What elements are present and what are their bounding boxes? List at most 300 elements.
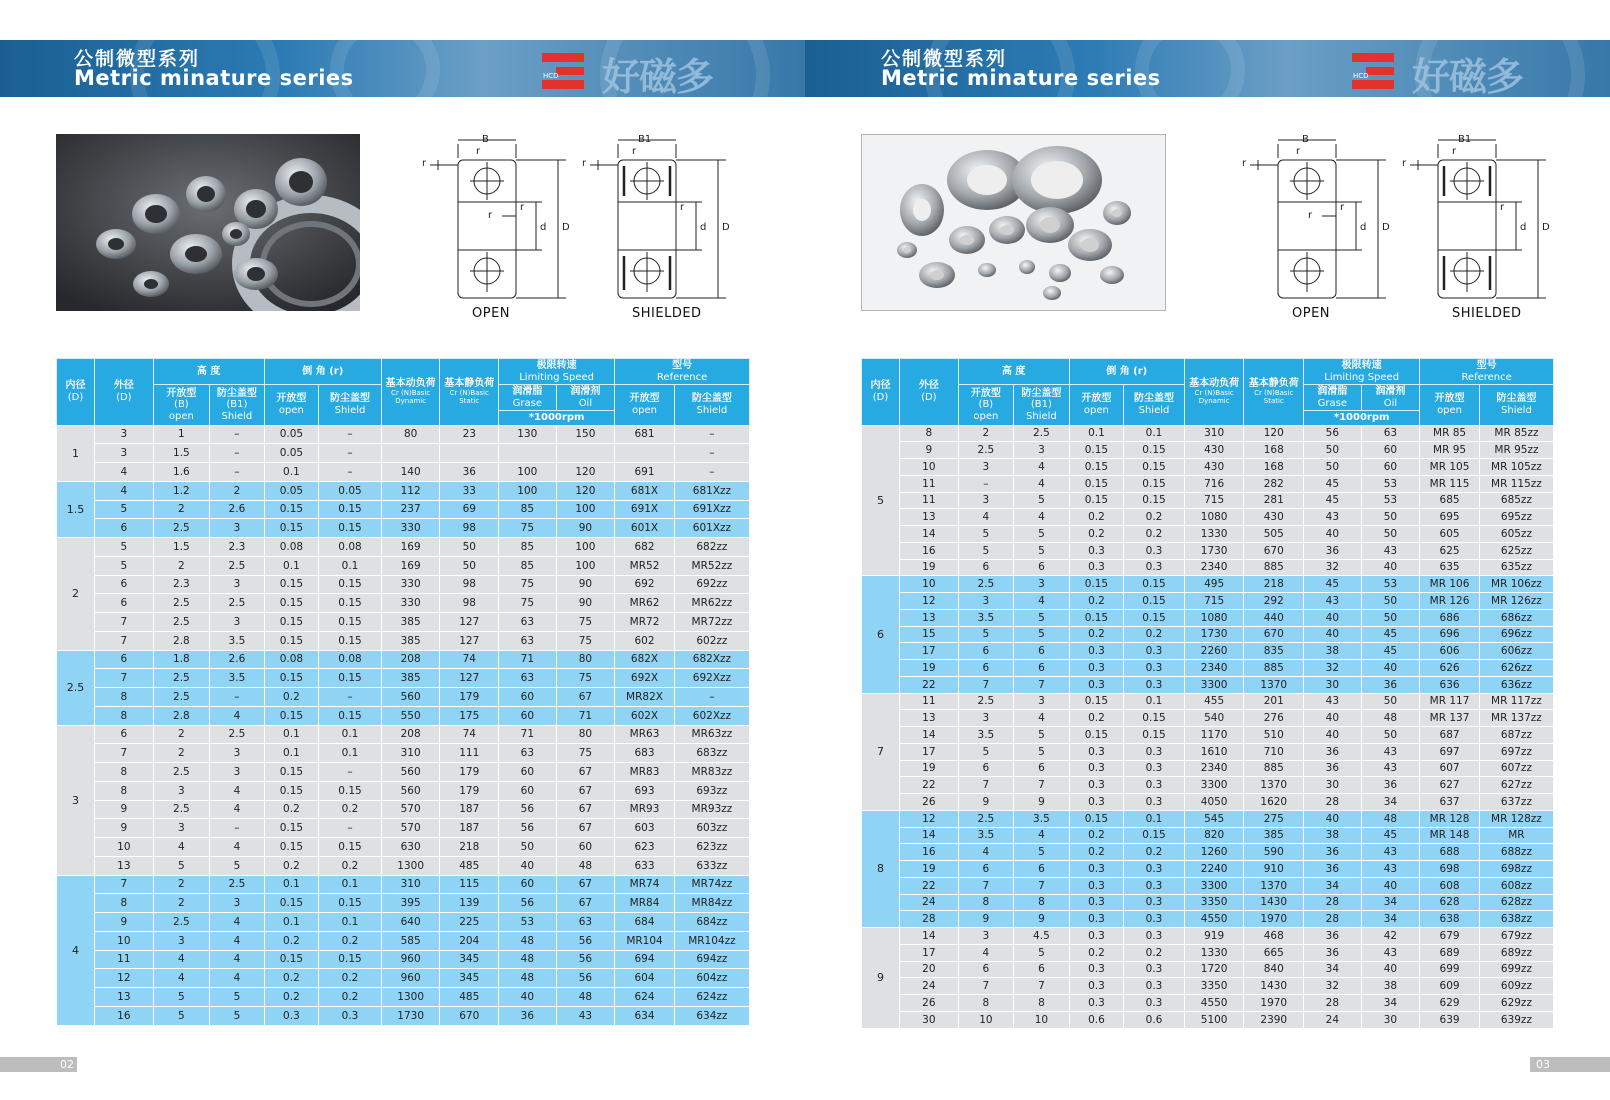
table-cell: 0.3 [1124, 743, 1185, 760]
table-cell: 9 [958, 911, 1014, 928]
table-cell: 2.5 [1014, 425, 1070, 442]
table-cell: 5 [958, 542, 1014, 559]
table-row [862, 827, 1554, 844]
logo-small-text: HCD [1353, 72, 1369, 80]
table-cell: 5 [1014, 844, 1070, 861]
table-cell: 67 [556, 763, 615, 782]
table-cell: 43 [1361, 542, 1420, 559]
table-row [57, 819, 750, 838]
table-cell: 5 [958, 743, 1014, 760]
table-cell: 0.15 [1124, 727, 1185, 744]
table-cell: 4 [210, 913, 265, 932]
table-cell: 63 [499, 669, 557, 688]
table-cell: 5 [958, 526, 1014, 543]
table-cell: 0.3 [1069, 676, 1123, 693]
svg-text:r: r [1340, 202, 1345, 213]
table-cell: MR 95 [1420, 442, 1480, 459]
table-cell: 2.3 [210, 538, 265, 557]
inner-diameter-group: 7 [862, 693, 900, 810]
table-cell: 45 [1304, 576, 1362, 593]
table-cell: MR72 [615, 613, 675, 632]
table-cell [615, 444, 675, 463]
table-cell: 100 [499, 481, 557, 500]
table-cell: 43 [556, 1006, 615, 1025]
table-cell: 19 [900, 559, 959, 576]
table-cell: 692zz [674, 575, 749, 594]
table-cell: 15 [900, 626, 959, 643]
table-cell: 6 [958, 961, 1014, 978]
table-row [862, 693, 1554, 710]
table-row [862, 911, 1554, 928]
table-row [57, 706, 750, 725]
table-cell: 4 [210, 800, 265, 819]
table-cell: 22 [900, 877, 959, 894]
table-cell: 100 [556, 556, 615, 575]
col-rpm-unit: *1000rpm [499, 411, 615, 426]
table-row [862, 526, 1554, 543]
table-cell: MR93 [615, 800, 675, 819]
table-cell: MR 117zz [1479, 693, 1553, 710]
table-cell: 665 [1244, 944, 1304, 961]
table-cell: 34 [1304, 961, 1362, 978]
page-banner-right [805, 40, 1610, 97]
svg-text:r: r [520, 202, 525, 213]
table-cell: 0.1 [1124, 810, 1185, 827]
svg-text:B1: B1 [638, 134, 652, 145]
table-cell: 1170 [1184, 727, 1244, 744]
table-cell: 455 [1184, 693, 1244, 710]
table-cell: 63 [499, 613, 557, 632]
svg-text:d: d [1520, 222, 1527, 233]
table-cell: 1430 [1244, 894, 1304, 911]
inner-diameter-group: 8 [862, 810, 900, 927]
table-cell: 24 [900, 894, 959, 911]
inner-diameter-group: 9 [862, 928, 900, 1029]
table-cell: 90 [556, 575, 615, 594]
table-row [862, 626, 1554, 643]
table-cell: 0.3 [1069, 928, 1123, 945]
table-cell: 2.5 [153, 800, 210, 819]
table-cell: 2240 [1184, 861, 1244, 878]
table-cell: 0.2 [319, 931, 382, 950]
table-cell: 0.1 [264, 913, 318, 932]
table-cell: 0.3 [1069, 877, 1123, 894]
table-cell: 687zz [1479, 727, 1553, 744]
table-cell: 7 [1014, 877, 1070, 894]
table-cell: 0.05 [264, 425, 318, 444]
table-cell: 67 [556, 688, 615, 707]
series-title-en: Metric minature series [74, 66, 354, 90]
table-cell: 0.08 [264, 650, 318, 669]
table-cell: 682zz [674, 538, 749, 557]
table-cell: 7 [95, 875, 154, 894]
table-row [862, 710, 1554, 727]
table-cell: 43 [1304, 509, 1362, 526]
table-cell: 2.5 [153, 913, 210, 932]
table-row [57, 463, 750, 482]
table-cell: 0.15 [264, 575, 318, 594]
table-cell: 6 [1014, 961, 1070, 978]
table-cell: MR 137zz [1479, 710, 1553, 727]
table-cell: 0.05 [264, 481, 318, 500]
table-cell: MR62zz [674, 594, 749, 613]
table-cell: 24 [900, 978, 959, 995]
table-row [57, 781, 750, 800]
table-row [57, 556, 750, 575]
col-ref-open: 开放型 open [1420, 385, 1480, 426]
table-cell: MR63zz [674, 725, 749, 744]
table-cell: 0.6 [1069, 1011, 1123, 1028]
table-cell: 100 [556, 500, 615, 519]
table-cell [381, 444, 440, 463]
table-cell: 17 [900, 944, 959, 961]
table-row [57, 950, 750, 969]
table-cell: 626 [1420, 660, 1480, 677]
table-cell: 603 [615, 819, 675, 838]
table-cell: 50 [499, 838, 557, 857]
table-cell: 5 [1014, 626, 1070, 643]
logo-text: 好磁多 [1412, 54, 1524, 97]
table-cell: 602X [615, 706, 675, 725]
table-cell: 560 [381, 781, 440, 800]
table-cell: MR 115 [1420, 475, 1480, 492]
table-cell: 0.3 [264, 1006, 318, 1025]
table-cell: 56 [556, 950, 615, 969]
table-cell: 682 [615, 538, 675, 557]
table-cell: 2390 [1244, 1011, 1304, 1028]
table-cell: 0.05 [319, 481, 382, 500]
table-cell: 5 [95, 500, 154, 519]
table-cell: 686zz [1479, 609, 1553, 626]
table-cell: 0.1 [264, 744, 318, 763]
col-outer-diameter: 外径 (D) [95, 359, 154, 426]
table-cell: 2.5 [210, 556, 265, 575]
table-cell: – [319, 444, 382, 463]
table-cell: 1080 [1184, 509, 1244, 526]
page-number-left: 02 [0, 1057, 77, 1072]
table-cell: 12 [900, 810, 959, 827]
table-cell: 637 [1420, 794, 1480, 811]
table-cell: 2 [153, 894, 210, 913]
table-cell: 607 [1420, 760, 1480, 777]
table-cell: MR104zz [674, 931, 749, 950]
table-cell: 628zz [1479, 894, 1553, 911]
table-cell: 12 [900, 593, 959, 610]
table-cell: 45 [1304, 492, 1362, 509]
table-cell: 0.3 [1069, 542, 1123, 559]
table-cell: 169 [381, 538, 440, 557]
table-cell: 38 [1361, 978, 1420, 995]
table-cell: 626zz [1479, 660, 1553, 677]
table-cell: 69 [440, 500, 499, 519]
table-cell: 3 [210, 744, 265, 763]
table-cell: 0.15 [264, 519, 318, 538]
table-row [57, 931, 750, 950]
table-cell: 609 [1420, 978, 1480, 995]
table-cell: 9 [1014, 911, 1070, 928]
table-cell: 695 [1420, 509, 1480, 526]
table-cell: 691Xzz [674, 500, 749, 519]
table-cell: 0.15 [1069, 693, 1123, 710]
table-cell: 7 [95, 669, 154, 688]
inner-diameter-group: 2.5 [57, 650, 95, 725]
table-cell: MR84zz [674, 894, 749, 913]
table-cell: 0.2 [319, 800, 382, 819]
table-row [862, 576, 1554, 593]
col-shield-b1: 防尘盖型 (B1) Shield [210, 385, 265, 426]
table-cell: 2 [153, 725, 210, 744]
table-cell: 36 [440, 463, 499, 482]
table-cell: 681X [615, 481, 675, 500]
table-cell: 120 [1244, 425, 1304, 442]
table-cell: 1300 [381, 856, 440, 875]
table-cell: MR 106zz [1479, 576, 1553, 593]
table-cell: 0.3 [1124, 978, 1185, 995]
table-row [862, 475, 1554, 492]
table-cell: 2.8 [153, 706, 210, 725]
table-cell: 7 [958, 877, 1014, 894]
table-cell: 689zz [1479, 944, 1553, 961]
table-cell: 26 [900, 995, 959, 1012]
table-cell: 3.5 [958, 727, 1014, 744]
bearing-table-left [56, 358, 750, 1026]
table-cell: 0.2 [1069, 593, 1123, 610]
col-shield-b1: 防尘盖型 (B1) Shield [1014, 385, 1070, 426]
table-cell: 48 [1361, 710, 1420, 727]
table-cell: 28 [1304, 894, 1362, 911]
table-cell: 11 [900, 492, 959, 509]
table-cell: 2.5 [153, 594, 210, 613]
table-cell: 310 [1184, 425, 1244, 442]
table-row [862, 894, 1554, 911]
svg-text:D: D [722, 222, 730, 233]
table-cell: 28 [1304, 794, 1362, 811]
table-cell: 1330 [1184, 944, 1244, 961]
table-cell: 71 [499, 725, 557, 744]
svg-text:r: r [476, 146, 481, 157]
table-cell: 698zz [1479, 861, 1553, 878]
table-cell: 0.15 [264, 500, 318, 519]
table-cell: 9 [900, 442, 959, 459]
table-cell: 10 [958, 1011, 1014, 1028]
table-cell: 638zz [1479, 911, 1553, 928]
table-cell: 5 [210, 856, 265, 875]
table-cell: 5 [210, 988, 265, 1007]
table-cell: 0.2 [1069, 710, 1123, 727]
table-cell: 1.5 [153, 538, 210, 557]
table-cell: 75 [556, 669, 615, 688]
table-cell: 4 [210, 838, 265, 857]
svg-text:D: D [1542, 222, 1550, 233]
table-cell: 60 [499, 763, 557, 782]
col-chamfer-shield: 防尘盖型 Shield [319, 385, 382, 426]
table-cell: 32 [1304, 559, 1362, 576]
table-cell: – [319, 688, 382, 707]
table-cell: 90 [556, 594, 615, 613]
table-cell: 3 [210, 519, 265, 538]
table-cell: 32 [1304, 978, 1362, 995]
table-cell: 0.15 [319, 519, 382, 538]
svg-text:D: D [1382, 222, 1390, 233]
table-cell: 4 [958, 844, 1014, 861]
table-row [57, 875, 750, 894]
table-cell: 330 [381, 575, 440, 594]
table-cell: 395 [381, 894, 440, 913]
table-cell: 840 [1244, 961, 1304, 978]
table-cell: 56 [499, 894, 557, 913]
inner-diameter-group: 1.5 [57, 481, 95, 537]
table-cell: 4050 [1184, 794, 1244, 811]
table-cell: MR 105 [1420, 459, 1480, 476]
table-cell: 716 [1184, 475, 1244, 492]
col-static-load: 基本静负荷 Cr (N)Basic Static [1244, 359, 1304, 426]
table-cell: 689 [1420, 944, 1480, 961]
table-cell: 53 [1361, 492, 1420, 509]
table-cell: 639zz [1479, 1011, 1553, 1028]
table-cell: MR83zz [674, 763, 749, 782]
table-cell: 10 [900, 576, 959, 593]
table-cell: 0.15 [1124, 710, 1185, 727]
table-cell: 3 [1014, 576, 1070, 593]
table-cell: 60 [556, 838, 615, 857]
table-cell: 310 [381, 744, 440, 763]
table-cell: 608 [1420, 877, 1480, 894]
table-cell: 179 [440, 781, 499, 800]
table-cell: 2.5 [210, 725, 265, 744]
table-cell: 42 [1361, 928, 1420, 945]
table-cell: 60 [499, 688, 557, 707]
table-cell: 2.5 [153, 669, 210, 688]
table-cell: 683 [615, 744, 675, 763]
table-cell: 640 [381, 913, 440, 932]
table-cell: 48 [499, 969, 557, 988]
table-cell: 0.15 [264, 594, 318, 613]
table-cell: 45 [1361, 827, 1420, 844]
table-cell: 1260 [1184, 844, 1244, 861]
table-cell: 98 [440, 519, 499, 538]
table-cell: 120 [556, 463, 615, 482]
table-cell: 56 [556, 931, 615, 950]
table-row [57, 856, 750, 875]
table-row [57, 444, 750, 463]
table-cell: – [319, 763, 382, 782]
table-row [57, 894, 750, 913]
table-cell: 17 [900, 743, 959, 760]
table-cell: 3.5 [958, 609, 1014, 626]
table-cell: 3.5 [958, 827, 1014, 844]
table-cell: 1300 [381, 988, 440, 1007]
table-cell: 0.15 [319, 706, 382, 725]
table-cell: 4.5 [1014, 928, 1070, 945]
table-cell: 1730 [381, 1006, 440, 1025]
table-cell: 885 [1244, 559, 1304, 576]
table-cell: 636 [1420, 676, 1480, 693]
table-cell: 5 [95, 538, 154, 557]
col-ref-shield: 防尘盖型 Shield [674, 385, 749, 426]
table-cell: 0.15 [1124, 442, 1185, 459]
table-row [57, 988, 750, 1007]
table-cell: 630 [381, 838, 440, 857]
table-cell: 0.15 [1124, 593, 1185, 610]
table-cell: 629 [1420, 995, 1480, 1012]
table-cell: 85 [499, 500, 557, 519]
table-cell: 169 [381, 556, 440, 575]
table-cell: 385 [381, 631, 440, 650]
table-cell: 603zz [674, 819, 749, 838]
table-cell: 684 [615, 913, 675, 932]
table-cell: 679 [1420, 928, 1480, 945]
table-cell: 691 [615, 463, 675, 482]
table-cell: 3.5 [210, 631, 265, 650]
col-open-b: 开放型 (B) open [153, 385, 210, 426]
table-cell: 130 [499, 425, 557, 444]
table-cell: 34 [1304, 877, 1362, 894]
table-cell: 100 [499, 463, 557, 482]
table-cell: 0.3 [1124, 676, 1185, 693]
table-cell: 602Xzz [674, 706, 749, 725]
table-cell: 85 [499, 538, 557, 557]
table-cell: 14 [900, 827, 959, 844]
table-cell: 0.3 [1069, 961, 1123, 978]
table-cell: 56 [556, 969, 615, 988]
table-cell: 0.15 [1124, 475, 1185, 492]
table-row [57, 838, 750, 857]
col-ref-open: 开放型 open [615, 385, 675, 426]
table-cell: 50 [440, 538, 499, 557]
table-cell: 19 [900, 660, 959, 677]
table-cell: 7 [958, 978, 1014, 995]
table-cell: MR 106 [1420, 576, 1480, 593]
table-cell: 624 [615, 988, 675, 1007]
table-row [57, 425, 750, 444]
table-cell: 292 [1244, 593, 1304, 610]
table-cell: 0.08 [319, 650, 382, 669]
table-cell: 0.15 [319, 613, 382, 632]
col-height: 高 度 [958, 359, 1069, 385]
table-cell: 0.3 [1124, 861, 1185, 878]
table-cell: 7 [1014, 676, 1070, 693]
table-cell: 692Xzz [674, 669, 749, 688]
col-chamfer-open: 开放型 open [1069, 385, 1123, 426]
table-cell: 0.3 [1069, 643, 1123, 660]
table-cell [440, 444, 499, 463]
table-cell: 687 [1420, 727, 1480, 744]
table-cell: 100 [556, 538, 615, 557]
table-cell: 48 [499, 931, 557, 950]
table-row [57, 613, 750, 632]
table-cell: 40 [1304, 626, 1362, 643]
table-row [862, 660, 1554, 677]
table-cell: 688 [1420, 844, 1480, 861]
table-cell: MR 115zz [1479, 475, 1553, 492]
table-cell: 1.6 [153, 463, 210, 482]
table-cell: 276 [1244, 710, 1304, 727]
table-cell: 19 [900, 760, 959, 777]
table-cell: 50 [440, 556, 499, 575]
table-row [57, 763, 750, 782]
table-cell: 2340 [1184, 559, 1244, 576]
table-cell: 14 [900, 727, 959, 744]
table-cell: 237 [381, 500, 440, 519]
table-row [57, 650, 750, 669]
table-cell: 30 [1304, 676, 1362, 693]
table-cell: 485 [440, 988, 499, 1007]
table-cell: 48 [556, 988, 615, 1007]
table-cell: 50 [1361, 609, 1420, 626]
table-cell: 3300 [1184, 777, 1244, 794]
table-row [57, 1006, 750, 1025]
table-cell: 602 [615, 631, 675, 650]
